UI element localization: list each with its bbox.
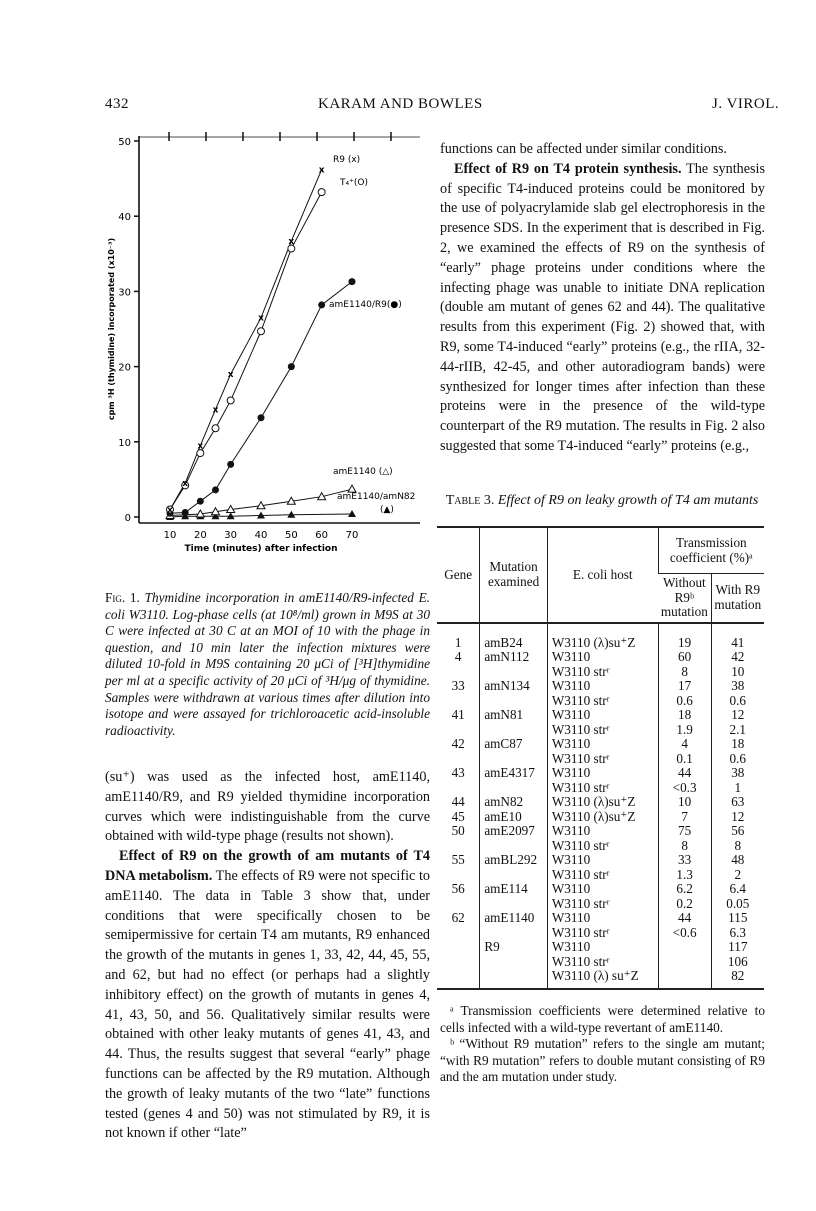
running-head-authors: KARAM AND BOWLES [318, 96, 483, 112]
section-heading: Effect of R9 on the growth of am mutants of T4 DNA metabolism. [105, 848, 430, 884]
table-row [437, 665, 764, 680]
data-point-x: x [288, 237, 295, 248]
legend-label: amE1140/amN82 [337, 492, 416, 502]
paragraph [105, 847, 430, 1144]
cell-gene [437, 955, 480, 970]
cell-with-r9: 2 [711, 868, 764, 883]
cell-with-r9: 38 [711, 679, 764, 694]
cell-mutation [480, 969, 548, 989]
table-title-text: Effect of R9 on leaky growth of T4 am mutants [497, 493, 759, 508]
table-row [437, 868, 764, 883]
cell-mutation [480, 926, 548, 941]
cell-mutation [480, 897, 548, 912]
cell-host: W3110 [547, 940, 658, 955]
y-tick-label: 40 [118, 212, 131, 224]
cell-host: W3110 [547, 679, 658, 694]
y-tick-label: 50 [118, 137, 131, 148]
legend-label: amE1140/R9(●) [329, 300, 402, 310]
cell-gene [437, 752, 480, 767]
table-row [437, 752, 764, 767]
cell-mutation: amBL292 [480, 853, 548, 868]
data-point-x: x [167, 505, 173, 516]
cell-without-r9: 18 [658, 708, 711, 723]
cell-host: W3110 (λ)su⁺Z [547, 623, 658, 651]
data-point-filled-circle [258, 414, 265, 421]
cell-host: W3110 strʳ [547, 723, 658, 738]
cell-without-r9 [658, 955, 711, 970]
cell-mutation: amN112 [480, 650, 548, 665]
table-row [437, 795, 764, 810]
cell-with-r9: 42 [711, 650, 764, 665]
cell-with-r9: 106 [711, 955, 764, 970]
cell-host: W3110 strʳ [547, 665, 658, 680]
cell-mutation: amE1140 [480, 911, 548, 926]
cell-with-r9: 117 [711, 940, 764, 955]
cell-without-r9: 60 [658, 650, 711, 665]
cell-with-r9: 6.4 [711, 882, 764, 897]
x-tick-label: 30 [224, 530, 238, 541]
cell-with-r9: 12 [711, 708, 764, 723]
cell-mutation [480, 752, 548, 767]
section-heading: Effect of R9 on T4 protein synthesis. [454, 160, 682, 177]
cell-gene [437, 868, 480, 883]
table-label: Table 3. [445, 493, 495, 508]
col-header-gene: Gene [444, 566, 473, 582]
cell-host: W3110 [547, 766, 658, 781]
cell-host: W3110 [547, 911, 658, 926]
cell-gene: 1 [454, 634, 462, 650]
data-point-x: x [318, 165, 325, 176]
figure-1-chart [100, 125, 430, 585]
col-header-mutation: Mutation examined [480, 527, 548, 623]
cell-with-r9: 18 [711, 737, 764, 752]
cell-with-r9: 48 [711, 853, 764, 868]
cell-with-r9: 38 [711, 766, 764, 781]
data-point-filled-circle [227, 461, 234, 468]
table-row [437, 766, 764, 781]
table-title [437, 492, 767, 509]
legend-label: R9 (x) [333, 155, 361, 165]
table-3 [437, 526, 764, 990]
table-row [437, 897, 764, 912]
x-tick-label: 50 [284, 530, 298, 541]
journal-name: J. VIROL. [712, 96, 780, 112]
figure-caption-text: Thymidine incorporation in amE1140/R9-infected E. coli W3110. Log-phase cells (at 10⁸/ml) grown in M9S at 30 C were infected at 30 C at an MOI of 10 with the phage in question, and 10 min later the infection mixtures were diluted 10-fold in M9S containing 20 μCi of [³H]thymidine per ml at a specific activity of 20 μCi of ³H/μg of thymidine. Samples were withdrawn at various times after dilution into isotope and were assayed for trichloroacetic acid-insoluble radioactivity. [105, 590, 431, 738]
cell-mutation [480, 781, 548, 796]
table-row [437, 853, 764, 868]
cell-with-r9: 1 [711, 781, 764, 796]
paragraph: (su⁺) was used as the infected host, amE1140, amE1140/R9, and R9 yielded thymidine incorporation curves which were indistinguishable from the curve obtained with wild-type phage (results not shown). [105, 769, 430, 845]
cell-without-r9: <0.6 [658, 926, 711, 941]
paragraph-text: The effects of R9 were not specific to amE1140. The data in Table 3 show that, under conditions that were specifically chosen to be semipermissive for certain T4 am mutants, R9 enhanced the growth of the mutants in genes 1, 33, 42, 44, 45, 55, and 62, but had no effect (or perhaps had a slightly inhibitory effect) on the growth of mutants in genes 4, 41, 43, 50, and 56. Qualitatively similar results were obtained with other leaky mutants of genes 41, 43, and 44. Thus, the results suggest that several “early” phage functions can be affected by the R9 mutation. Although the growth of leaky mutants of the two “late” functions tested (genes 4 and 50) was not stimulated by R9, it is not known if other “late” [105, 867, 430, 1142]
cell-mutation: amB24 [480, 623, 548, 651]
col-header-transmission: Transmission coefficient (%)ᵃ [658, 527, 764, 574]
cell-gene: 44 [451, 794, 465, 809]
cell-mutation [480, 955, 548, 970]
cell-gene: 50 [451, 823, 465, 838]
cell-gene: 45 [451, 808, 465, 824]
cell-without-r9: 0.1 [658, 752, 711, 767]
cell-gene [437, 926, 480, 941]
cell-host: W3110 strʳ [547, 926, 658, 941]
cell-with-r9: 0.6 [711, 752, 764, 767]
cell-without-r9: 1.3 [658, 868, 711, 883]
cell-gene: 62 [451, 910, 465, 925]
cell-without-r9: 44 [658, 911, 711, 926]
cell-without-r9: 7 [658, 810, 711, 825]
cell-with-r9: 41 [711, 623, 764, 651]
cell-host: W3110 [547, 737, 658, 752]
table-row [437, 650, 764, 665]
cell-host: W3110 [547, 708, 658, 723]
cell-with-r9: 56 [711, 824, 764, 839]
cell-gene: 43 [451, 765, 465, 780]
col-header-host: E. coli host [547, 527, 658, 623]
cell-mutation [480, 665, 548, 680]
data-point-x: x [227, 370, 234, 381]
cell-host: W3110 strʳ [547, 781, 658, 796]
legend-label: T₄⁺(O) [340, 178, 368, 188]
cell-host: W3110 strʳ [547, 839, 658, 854]
series-line [170, 170, 322, 510]
cell-without-r9: 10 [658, 795, 711, 810]
cell-without-r9: 33 [658, 853, 711, 868]
cell-gene [437, 781, 480, 796]
y-axis-label: cpm ³H (thymidine) incorporated (x10⁻³) [107, 237, 116, 421]
table-row [437, 911, 764, 926]
cell-gene [437, 839, 480, 854]
table-row [437, 969, 764, 989]
page-number: 432 [105, 96, 129, 112]
cell-host: W3110 strʳ [547, 752, 658, 767]
cell-without-r9 [658, 940, 711, 955]
data-point-filled-circle [318, 301, 325, 308]
x-tick-label: 40 [254, 530, 268, 541]
cell-gene [437, 665, 480, 680]
cell-without-r9: 8 [658, 839, 711, 854]
figure-caption [105, 590, 430, 739]
cell-without-r9: 8 [658, 665, 711, 680]
cell-gene: 41 [451, 707, 465, 722]
cell-mutation: amN82 [480, 795, 548, 810]
cell-gene [437, 723, 480, 738]
cell-mutation: amC87 [480, 737, 548, 752]
data-point-x: x [212, 405, 219, 416]
cell-with-r9: 63 [711, 795, 764, 810]
table-row [437, 723, 764, 738]
data-point-filled-circle [288, 363, 295, 370]
cell-gene [437, 694, 480, 709]
col-header-with: With R9 mutation [711, 574, 764, 623]
cell-host: W3110 strʳ [547, 694, 658, 709]
table-row [437, 839, 764, 854]
left-column [105, 768, 430, 1144]
cell-with-r9: 6.3 [711, 926, 764, 941]
paragraph: functions can be affected under similar conditions. [440, 141, 727, 157]
cell-gene: 4 [454, 649, 462, 664]
col-header-without: Without R9ᵇ mutation [660, 575, 708, 619]
cell-with-r9: 0.6 [711, 694, 764, 709]
table-row [437, 694, 764, 709]
x-tick-label: 60 [315, 530, 329, 541]
cell-without-r9: 44 [658, 766, 711, 781]
paragraph-text: The synthesis of specific T4-induced proteins could be monitored by the use of polyacrylamide slab gel electrophoresis in the presence SDS. In the experiment that is described in Fig. 2, we examined the effects of R9 on the synthesis of “early” phage proteins under conditions where the infecting phage was unable to initiate DNA replication (double am mutant of genes 62 and 44). The qualitative results from this experiment (Fig. 2) showed that, with R9, some T4-induced “early” proteins (e.g., the rIIA, 32-44-rIIB, 42-45, and other autoradiogram bands) were synthesized for longer times after infection than these proteins were in the presence of the wild-type counterpart of the R9 mutation. The results in Fig. 2 also suggested that some T4-induced “early” proteins (e.g., [440, 160, 766, 454]
data-point-open-circle [318, 189, 325, 196]
cell-with-r9: 10 [711, 665, 764, 680]
y-tick-label: 0 [124, 513, 131, 524]
cell-host: W3110 strʳ [547, 868, 658, 883]
cell-mutation: amE114 [480, 882, 548, 897]
y-tick-label: 10 [118, 437, 131, 449]
cell-without-r9: 17 [658, 679, 711, 694]
table-row [437, 955, 764, 970]
data-point-open-circle [258, 328, 265, 335]
cell-mutation: amN134 [480, 679, 548, 694]
cell-gene: 42 [451, 736, 465, 751]
cell-mutation [480, 723, 548, 738]
cell-mutation: amE2097 [480, 824, 548, 839]
data-point-filled-triangle [348, 510, 356, 517]
table-row [437, 810, 764, 825]
cell-gene: 56 [451, 881, 465, 896]
footnote-b: ᵇ “Without R9 mutation” refers to the single am mutant; “with R9 mutation” refers to double mutant consisting of R9 and the am mutation under study. [440, 1036, 765, 1085]
cell-without-r9: 19 [658, 623, 711, 651]
data-point-open-circle [212, 425, 219, 432]
cell-without-r9: 75 [658, 824, 711, 839]
cell-without-r9: 6.2 [658, 882, 711, 897]
cell-mutation: amE4317 [480, 766, 548, 781]
cell-mutation [480, 868, 548, 883]
data-point-filled-circle [212, 486, 219, 493]
y-tick-label: 30 [118, 287, 131, 299]
figure-label: Fig. 1. [105, 590, 140, 605]
table-footnotes [440, 1003, 765, 1086]
table-row [437, 623, 764, 651]
table-row [437, 824, 764, 839]
cell-without-r9: 0.6 [658, 694, 711, 709]
cell-host: W3110 (λ) su⁺Z [547, 969, 658, 989]
data-point-open-circle [227, 397, 234, 404]
cell-with-r9: 8 [711, 839, 764, 854]
paragraph [440, 160, 765, 457]
cell-host: W3110 [547, 824, 658, 839]
cell-mutation [480, 694, 548, 709]
cell-without-r9: 4 [658, 737, 711, 752]
cell-gene [437, 969, 480, 989]
data-point-x: x [182, 479, 189, 490]
table-row [437, 940, 764, 955]
table-body [437, 623, 764, 989]
cell-host: W3110 strʳ [547, 897, 658, 912]
legend-label: amE1140 (△) [333, 467, 393, 477]
cell-host: W3110 [547, 650, 658, 665]
x-tick-label: 70 [345, 530, 359, 541]
table-row [437, 737, 764, 752]
cell-with-r9: 12 [711, 810, 764, 825]
cell-without-r9: 0.2 [658, 897, 711, 912]
table-row [437, 679, 764, 694]
data-point-filled-circle [197, 498, 204, 505]
footnote-a: ᵃ Transmission coefficients were determined relative to cells infected with a wild-type revertant of amE1140. [440, 1003, 765, 1035]
cell-gene: 55 [451, 852, 465, 867]
cell-without-r9 [658, 969, 711, 989]
data-point-x: x [197, 441, 204, 452]
cell-mutation: amN81 [480, 708, 548, 723]
cell-host: W3110 [547, 882, 658, 897]
cell-gene: 33 [451, 678, 465, 693]
cell-with-r9: 0.05 [711, 897, 764, 912]
x-tick-label: 10 [163, 530, 177, 541]
cell-mutation: amE10 [480, 810, 548, 825]
cell-host: W3110 strʳ [547, 955, 658, 970]
data-point-x: x [258, 313, 264, 324]
cell-gene [437, 897, 480, 912]
cell-with-r9: 82 [711, 969, 764, 989]
y-tick-label: 20 [118, 362, 131, 374]
data-point-filled-circle [349, 278, 356, 285]
legend-label: (▲) [380, 505, 394, 515]
x-tick-label: 20 [193, 530, 207, 541]
cell-mutation [480, 839, 548, 854]
table-row [437, 781, 764, 796]
cell-host: W3110 (λ)su⁺Z [547, 810, 658, 825]
cell-without-r9: 1.9 [658, 723, 711, 738]
cell-host: W3110 (λ)su⁺Z [547, 795, 658, 810]
cell-with-r9: 2.1 [711, 723, 764, 738]
table-row [437, 882, 764, 897]
x-axis-label: Time (minutes) after infection [184, 544, 338, 554]
cell-with-r9: 115 [711, 911, 764, 926]
right-column [440, 140, 765, 457]
data-point-filled-circle [182, 509, 189, 516]
table-row [437, 926, 764, 941]
cell-mutation: R9 [480, 940, 548, 955]
table-row [437, 708, 764, 723]
cell-gene [437, 940, 480, 955]
cell-without-r9: <0.3 [658, 781, 711, 796]
cell-host: W3110 [547, 853, 658, 868]
